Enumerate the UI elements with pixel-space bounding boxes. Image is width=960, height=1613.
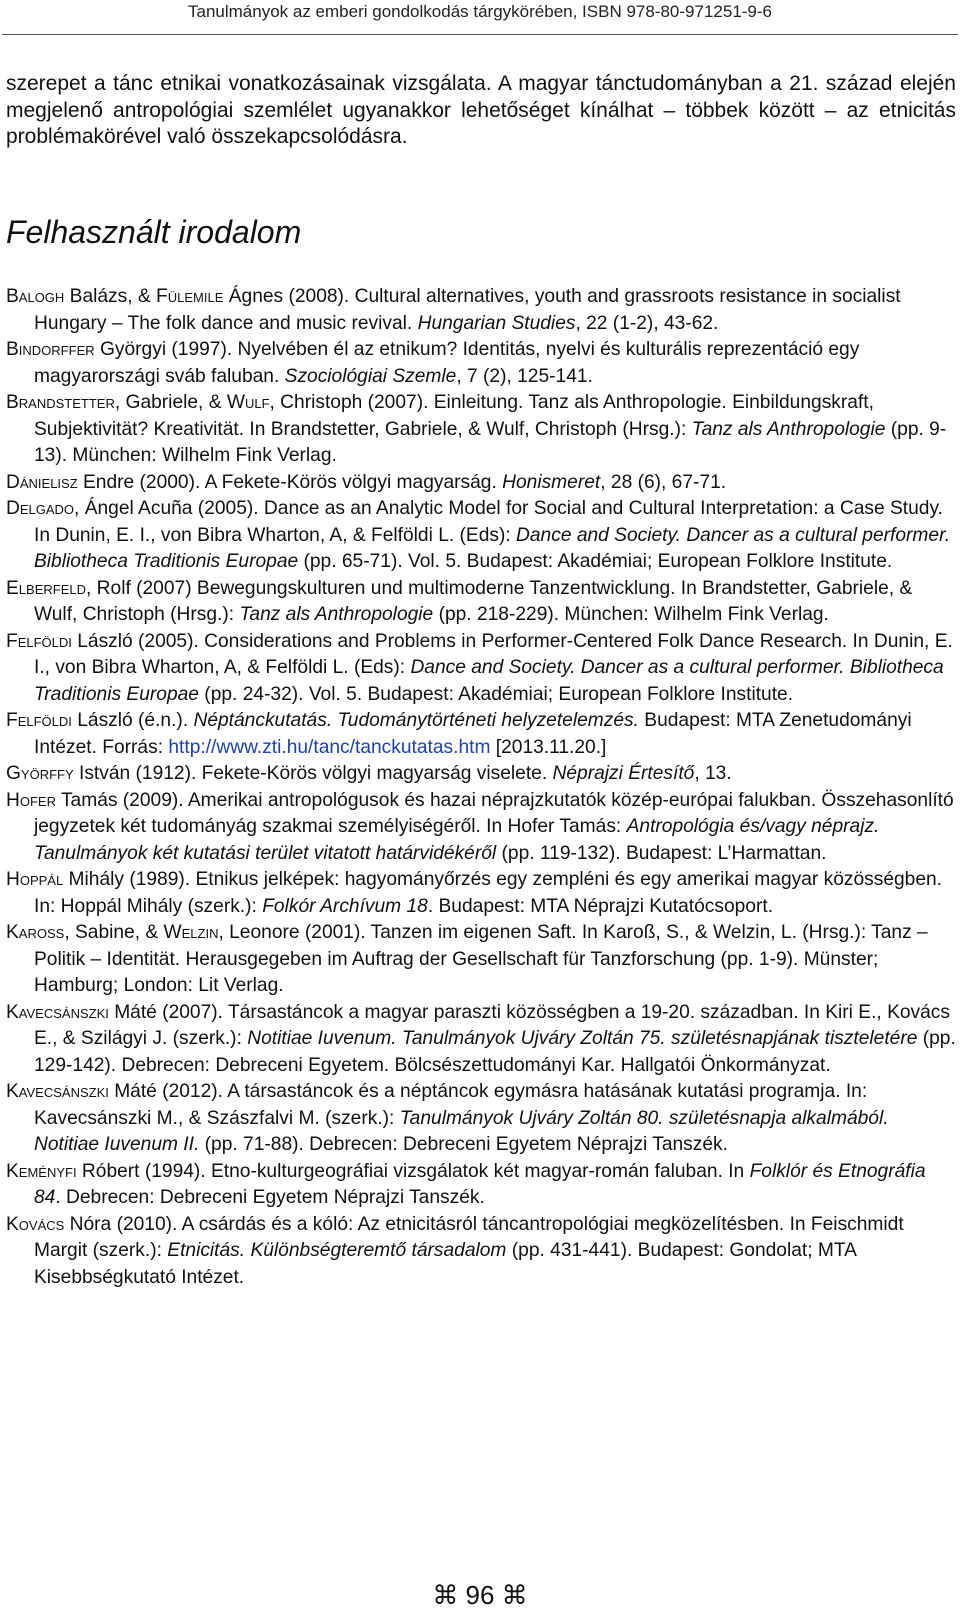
reference-text: (pp. 119-132). Budapest: L’Harmattan. xyxy=(496,842,827,864)
reference-text: . Debrecen: Debreceni Egyetem Néprajzi Tanszék. xyxy=(55,1187,485,1208)
reference-text: , Christoph (2007). Einleitung. Tanz als Anthropologie. Einbildungskraft, Subjektivität? Kreativität. In Brandstetter, Gabriele, & Wulf, Christoph (Hrsg.): xyxy=(34,392,874,440)
reference-author: Bindorffer xyxy=(6,339,95,360)
reference-title-italic: Néptánckutatás. Tudománytörténeti helyzetelemzés. xyxy=(193,710,639,731)
reference-title-italic: Tanz als Anthropologie xyxy=(691,418,886,440)
reference-title-italic: Tanz als Anthropologie xyxy=(239,604,434,625)
intro-section xyxy=(6,71,956,151)
reference-entry xyxy=(6,284,956,337)
reference-coauthor: Welzin xyxy=(163,922,219,943)
reference-author: Delgado xyxy=(6,498,75,519)
reference-title-italic: Folkór Archívum 18 xyxy=(262,895,428,917)
reference-text: (pp. 218-229). München: Wilhelm Fink Verlag. xyxy=(433,604,829,625)
reference-entry xyxy=(6,470,956,497)
reference-title-italic: Tanulmányok Ujváry Zoltán 80. születésnapja alkalmából. Notitiae Iuvenum II. xyxy=(34,1107,889,1155)
reference-title-italic: Honismeret xyxy=(502,471,601,493)
reference-author: Balogh xyxy=(6,286,65,307)
reference-text: , 7 (2), 125-141. xyxy=(456,365,593,387)
reference-title-italic: Dance and Society. Dancer as a cultural performer. Bibliotheca Traditionis Europae xyxy=(34,524,951,572)
reference-entry xyxy=(6,867,956,920)
reference-text: (pp. 129-142). Debrecen: Debreceni Egyetem. Bölcsészettudományi Kar. Hallgatói Önkormányzat. xyxy=(34,1028,956,1076)
reference-entry xyxy=(6,629,956,709)
reference-text: , Gabriele, & xyxy=(114,392,227,413)
reference-list xyxy=(6,284,956,1291)
reference-title-italic: Hungarian Studies xyxy=(417,312,576,334)
reference-text: Nóra (2010). A csárdás és a kóló: Az etnicitásról táncantropológiai megközelítésben. In Feischmidt Margit (szerk.): xyxy=(34,1213,904,1261)
reference-text: Máté (2007). Társastáncok a magyar paraszti közösségben a 19-20. században. In Kiri E., Kovács E., & Szilágyi J. (szerk.): xyxy=(34,1001,950,1049)
reference-author: Kavecsánszki xyxy=(6,1081,109,1102)
reference-title-italic: Folklór és Etnográfia 84 xyxy=(34,1160,926,1208)
reference-coauthor: Wulf xyxy=(226,392,270,413)
reference-text: Róbert (1994). Etno-kulturgeográfiai vizsgálatok két magyar-román faluban. In xyxy=(76,1160,750,1182)
reference-text: Györgyi (1997). Nyelvében él az etnikum? Identitás, nyelvi és kulturális reprezentáció egy magyarországi sváb faluban. xyxy=(34,339,860,387)
reference-text: László (2005). Considerations and Problems in Performer-Centered Folk Dance Research. In Dunin, E. I., von Bibra Wharton, A, & Felföldi L. (Eds): xyxy=(34,630,953,678)
reference-text: , 28 (6), 67-71. xyxy=(600,471,727,493)
reference-author: Karoß xyxy=(6,922,65,943)
intro-paragraph: szerepet a tánc etnikai vonatkozásainak vizsgálata. A magyar tánctudományban a 21. század elején megjelenő antropológiai szemlélet ugyanakkor lehetőséget kínálhat – többek között – az etnicitás problémakörével való összekapcsolódásra. xyxy=(6,72,956,148)
reference-author: Brandstetter xyxy=(6,392,115,413)
reference-author: Felföldi xyxy=(6,630,72,652)
page-number: ⌘ 96 ⌘ xyxy=(432,1580,528,1610)
reference-title-italic: Néprajzi Értesítő xyxy=(552,763,695,784)
reference-author: Hofer xyxy=(6,789,56,811)
reference-text: Balázs, & xyxy=(64,286,157,307)
reference-author: Keményfi xyxy=(6,1160,77,1182)
reference-text: [2013.11.20.] xyxy=(490,736,607,758)
reference-author: Dánielisz xyxy=(6,471,78,493)
reference-entry xyxy=(6,920,956,1000)
reference-title-italic: Dance and Society. Dancer as a cultural performer. Bibliotheca Traditionis Europae xyxy=(34,657,944,705)
reference-author: Felföldi xyxy=(6,710,72,731)
reference-entry xyxy=(6,337,956,390)
reference-title-italic: Notitiae Iuvenum. Tanulmányok Ujváry Zoltán 75. születésnapjának tiszteletére xyxy=(247,1028,918,1049)
reference-text: , Sabine, & xyxy=(64,922,164,943)
reference-title-italic: Etnicitás. Különbségteremtő társadalom xyxy=(167,1240,507,1261)
header-divider xyxy=(2,34,958,35)
reference-author: Elberfeld xyxy=(6,577,86,599)
reference-text: László (é.n.). xyxy=(71,710,194,731)
reference-text: , 13. xyxy=(694,763,732,784)
reference-text: Endre (2000). A Fekete-Körös völgyi magyarság. xyxy=(77,471,503,493)
reference-text: (pp. 24-32). Vol. 5. Budapest: Akadémiai; European Folklore Institute. xyxy=(198,683,794,705)
reference-text: Tamás (2009). Amerikai antropológusok és hazai néprajzkutatók közép-európai falukban. Összehasonlító jegyzetek két tudományág szakmai személyiségéről. In Hofer Tamás: xyxy=(34,789,954,837)
reference-entry xyxy=(6,708,956,761)
running-header: Tanulmányok az emberi gondolkodás tárgykörében, ISBN 978-80-971251-9-6 xyxy=(187,2,773,21)
reference-entry xyxy=(6,1000,956,1080)
reference-entry xyxy=(6,1212,956,1292)
reference-url-link[interactable]: http://www.zti.hu/tanc/tanckutatas.htm xyxy=(168,736,491,758)
reference-text: , Rolf (2007) Bewegungskulturen und multimoderne Tanzentwicklung. In Brandstetter, Gabriele, & Wulf, Christoph (Hrsg.): xyxy=(34,577,913,625)
reference-text: . Budapest: MTA Néprajzi Kutatócsoport. xyxy=(427,895,774,917)
reference-text: (pp. 431-441). Budapest: Gondolat; MTA Kisebbségkutató Intézet. xyxy=(34,1240,856,1288)
reference-text: , Leonore (2001). Tanzen im eigenen Saft. In Karoß, S., & Welzin, L. (Hrsg.): Tanz – Politik – Identität. Herausgegeben im Auftrag der Gesellschaft für Tanzforschung (pp. 1-9). Münster; Hamburg; London: Lit Verlag. xyxy=(34,922,928,996)
reference-title-italic: Szociológiai Szemle xyxy=(284,365,457,387)
reference-text: (pp. 65-71). Vol. 5. Budapest: Akadémiai; European Folklore Institute. xyxy=(298,551,893,572)
reference-title-italic: Antropológia és/vagy néprajz. Tanulmányok két kutatási terület vitatott határvidékéről xyxy=(34,816,880,864)
reference-text: Máté (2012). A társastáncok és a néptáncok egymásra hatásának kutatási programja. In: Kavecsánszki M., & Szászfalvi M. (szerk.): xyxy=(34,1081,868,1129)
reference-entry xyxy=(6,761,956,788)
reference-entry xyxy=(6,576,956,629)
reference-entry xyxy=(6,390,956,470)
reference-text: , 22 (1-2), 43-62. xyxy=(575,312,719,334)
reference-author: Kavecsánszki xyxy=(6,1001,109,1023)
reference-entry xyxy=(6,1159,956,1212)
reference-text: (pp. 71-88). Debrecen: Debreceni Egyetem Néprajzi Tanszék. xyxy=(199,1134,728,1155)
reference-text: Mihály (1989). Etnikus jelképek: hagyományőrzés egy zempléni és egy amerikai magyar közösségben. In: Hoppál Mihály (szerk.): xyxy=(34,869,943,917)
reference-entry xyxy=(6,1079,956,1159)
reference-author: Hoppál xyxy=(6,869,64,890)
reference-text: (pp. 9-13). München: Wilhelm Fink Verlag. xyxy=(34,418,947,466)
reference-text: Ágnes (2008). Cultural alternatives, youth and grassroots resistance in socialist Hungary – The folk dance and music revival. xyxy=(34,286,901,334)
reference-author: Kovács xyxy=(6,1213,65,1235)
reference-coauthor: Fülemile xyxy=(156,286,224,307)
reference-text: Budapest: MTA Zenetudományi Intézet. Forrás: xyxy=(34,710,912,758)
reference-entry xyxy=(6,788,956,868)
reference-text: , Ángel Acuña (2005). Dance as an Analytic Model for Social and Cultural Interpretation: a Case Study. In Dunin, E. I., von Bibra Wharton, A, & Felföldi L. (Eds): xyxy=(34,498,943,546)
reference-entry xyxy=(6,496,956,576)
section-heading: Felhasznált irodalom xyxy=(6,214,302,250)
reference-author: Györffy xyxy=(6,763,74,784)
reference-text: István (1912). Fekete-Körös völgyi magyarság viselete. xyxy=(73,763,553,784)
